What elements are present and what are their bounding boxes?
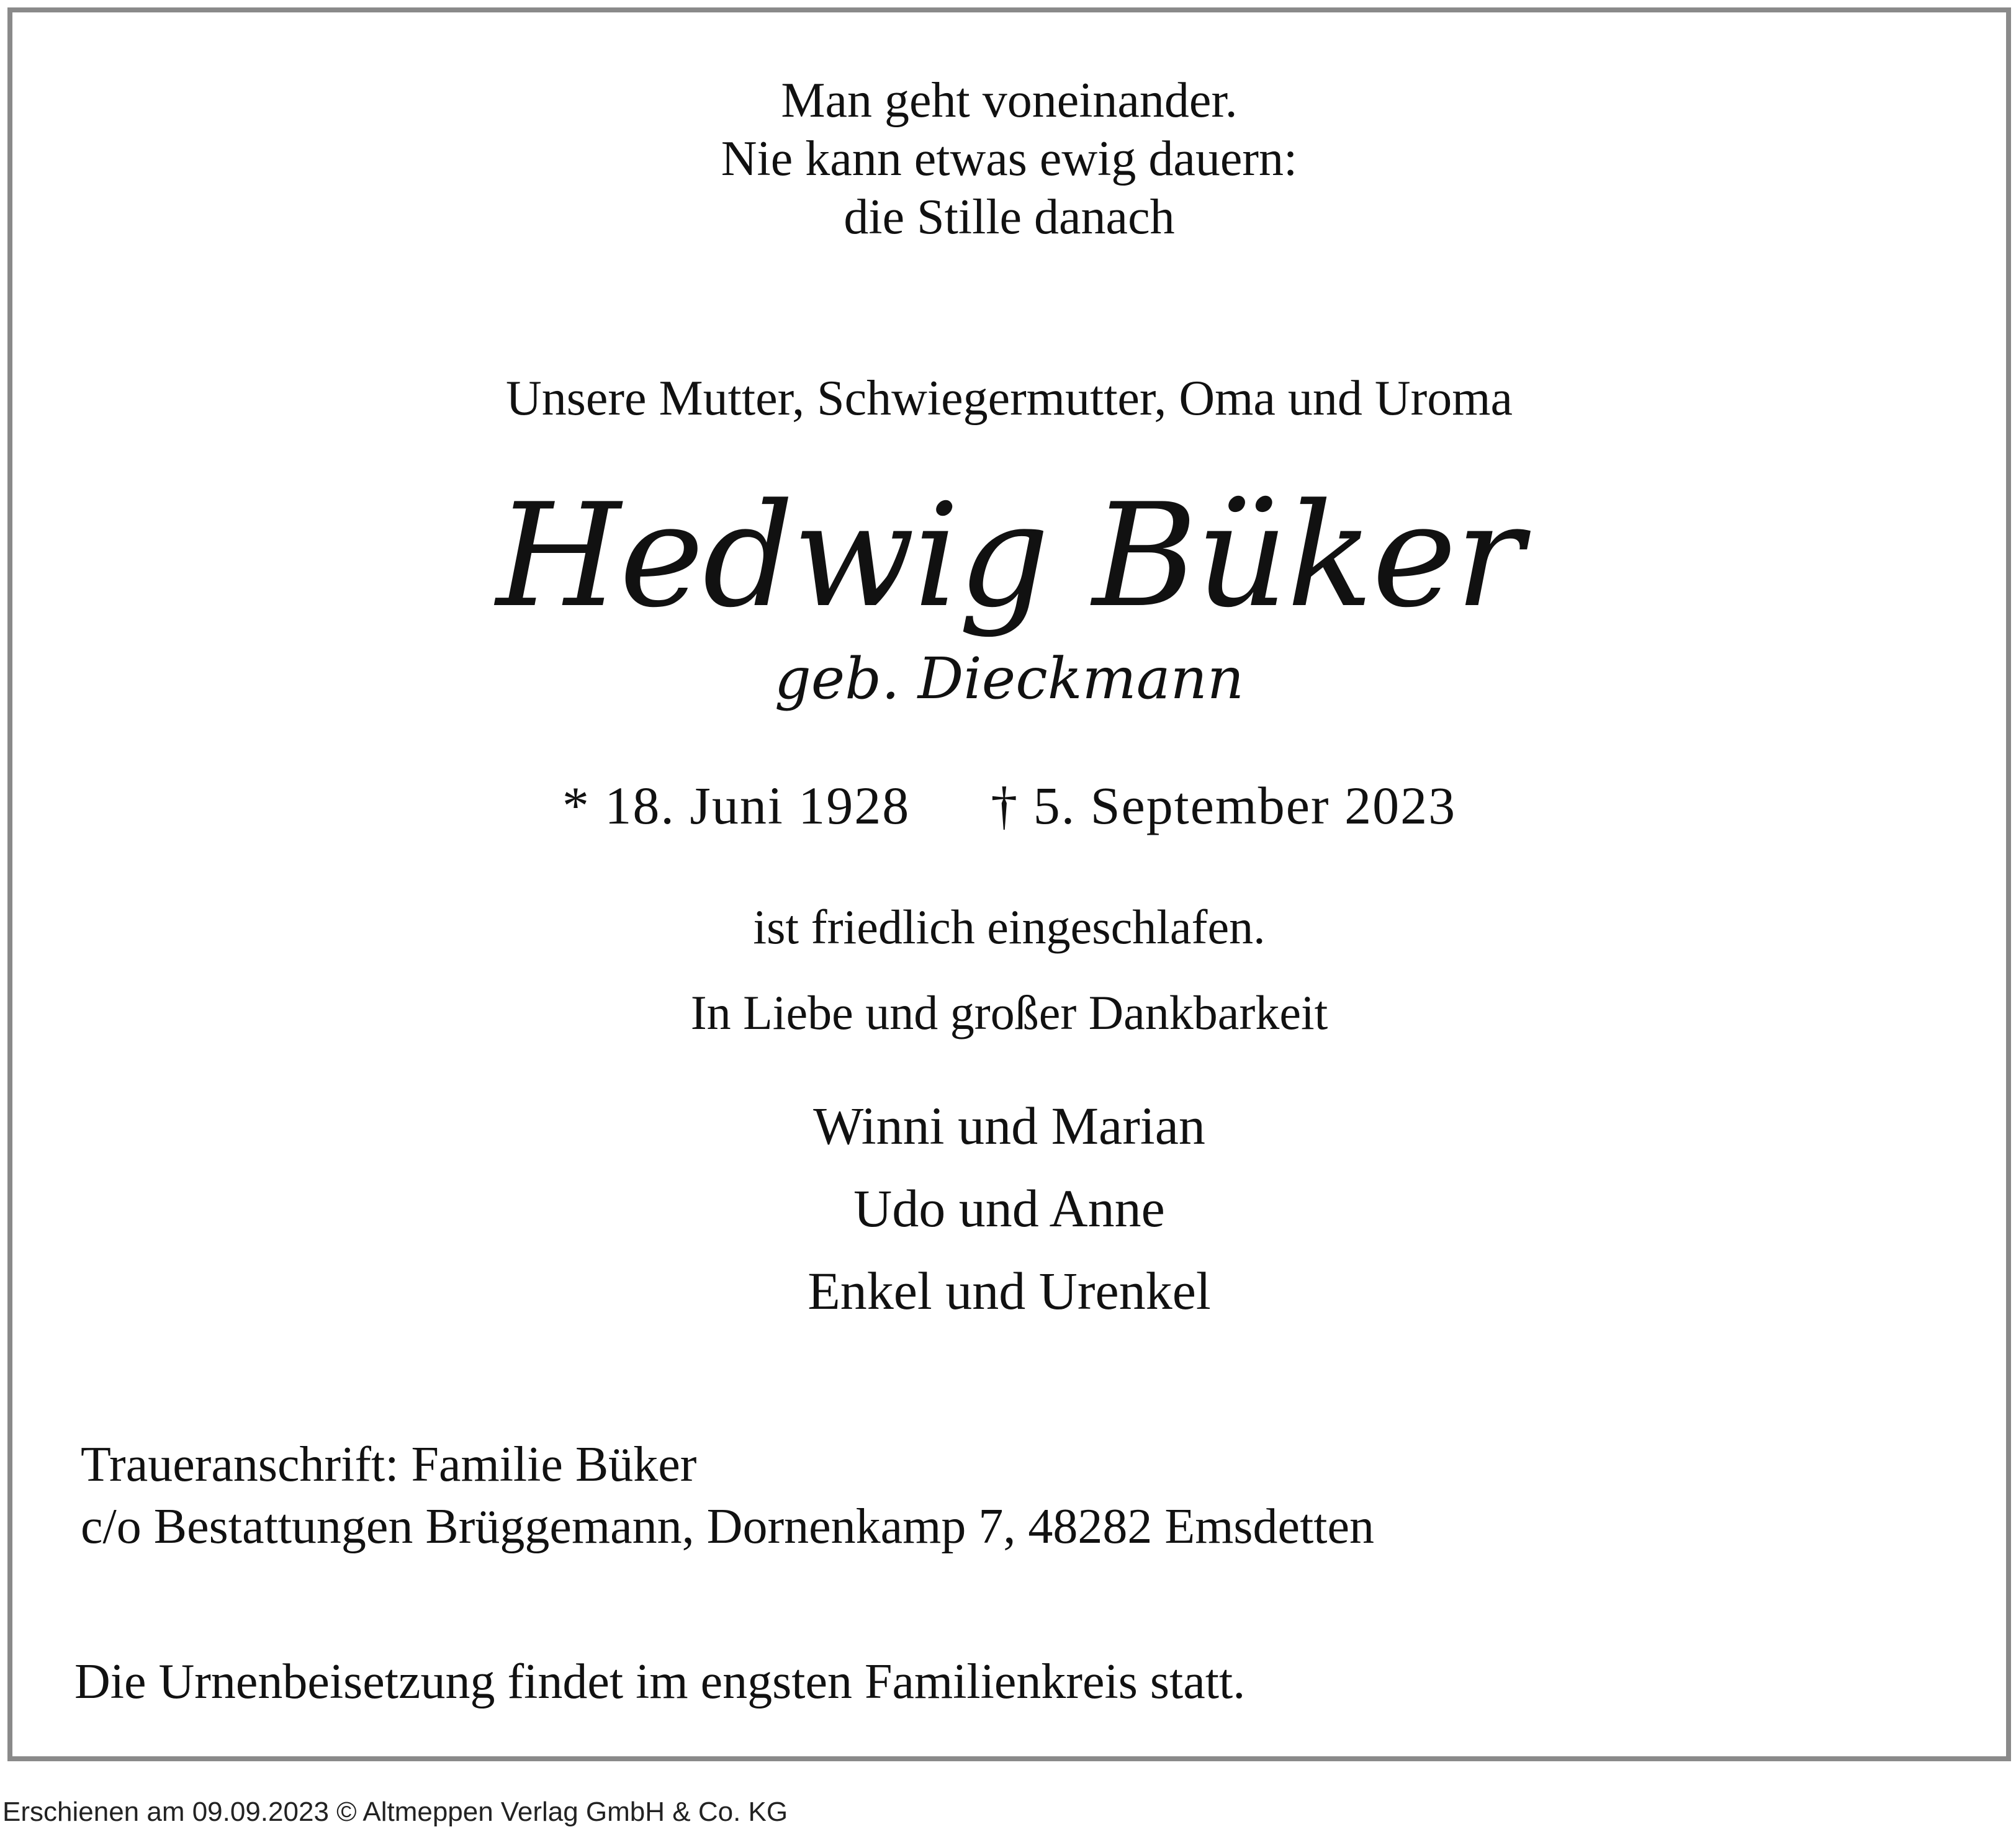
deceased-name-block	[12, 484, 2006, 745]
mourner-entry: Udo und Anne	[853, 1179, 1165, 1238]
poem-line: die Stille danach	[844, 190, 1175, 245]
address-line: c/o Bestattungen Brüggemann, Dornenkamp 7, 48282 Emsdetten	[81, 1499, 1375, 1554]
passing-message: ist friedlich eingeschlafen.	[753, 900, 1266, 954]
publication-footer: Erschienen am 09.09.2023 © Altmeppen Verlag GmbH & Co. KG	[2, 1797, 788, 1827]
poem-line: Man geht voneinander.	[781, 73, 1238, 128]
mourner-entry: Enkel und Urenkel	[808, 1261, 1211, 1321]
maiden-name: geb. Dieckmann	[774, 645, 1244, 712]
burial-note: Die Urnenbeisetzung findet im engsten Familienkreis statt.	[74, 1655, 1246, 1709]
life-dates	[12, 775, 2006, 837]
closing-phrase: In Liebe und großer Dankbarkeit	[690, 986, 1328, 1039]
condolence-address	[81, 1434, 1374, 1558]
deceased-name: Hedwig Büker	[496, 484, 1523, 639]
relation-intro: Unsere Mutter, Schwiegermutter, Oma und Uroma	[505, 371, 1513, 426]
birth-date: * 18. Juni 1928	[562, 776, 911, 835]
mourner-entry: Winni und Marian	[813, 1096, 1205, 1156]
mourners-list	[12, 1085, 2006, 1332]
address-line: Traueranschrift: Familie Büker	[81, 1437, 697, 1492]
poem-line: Nie kann etwas ewig dauern:	[721, 132, 1298, 186]
obituary-notice	[7, 7, 2011, 1761]
poem	[12, 71, 2006, 246]
death-date: † 5. September 2023	[991, 776, 1457, 835]
